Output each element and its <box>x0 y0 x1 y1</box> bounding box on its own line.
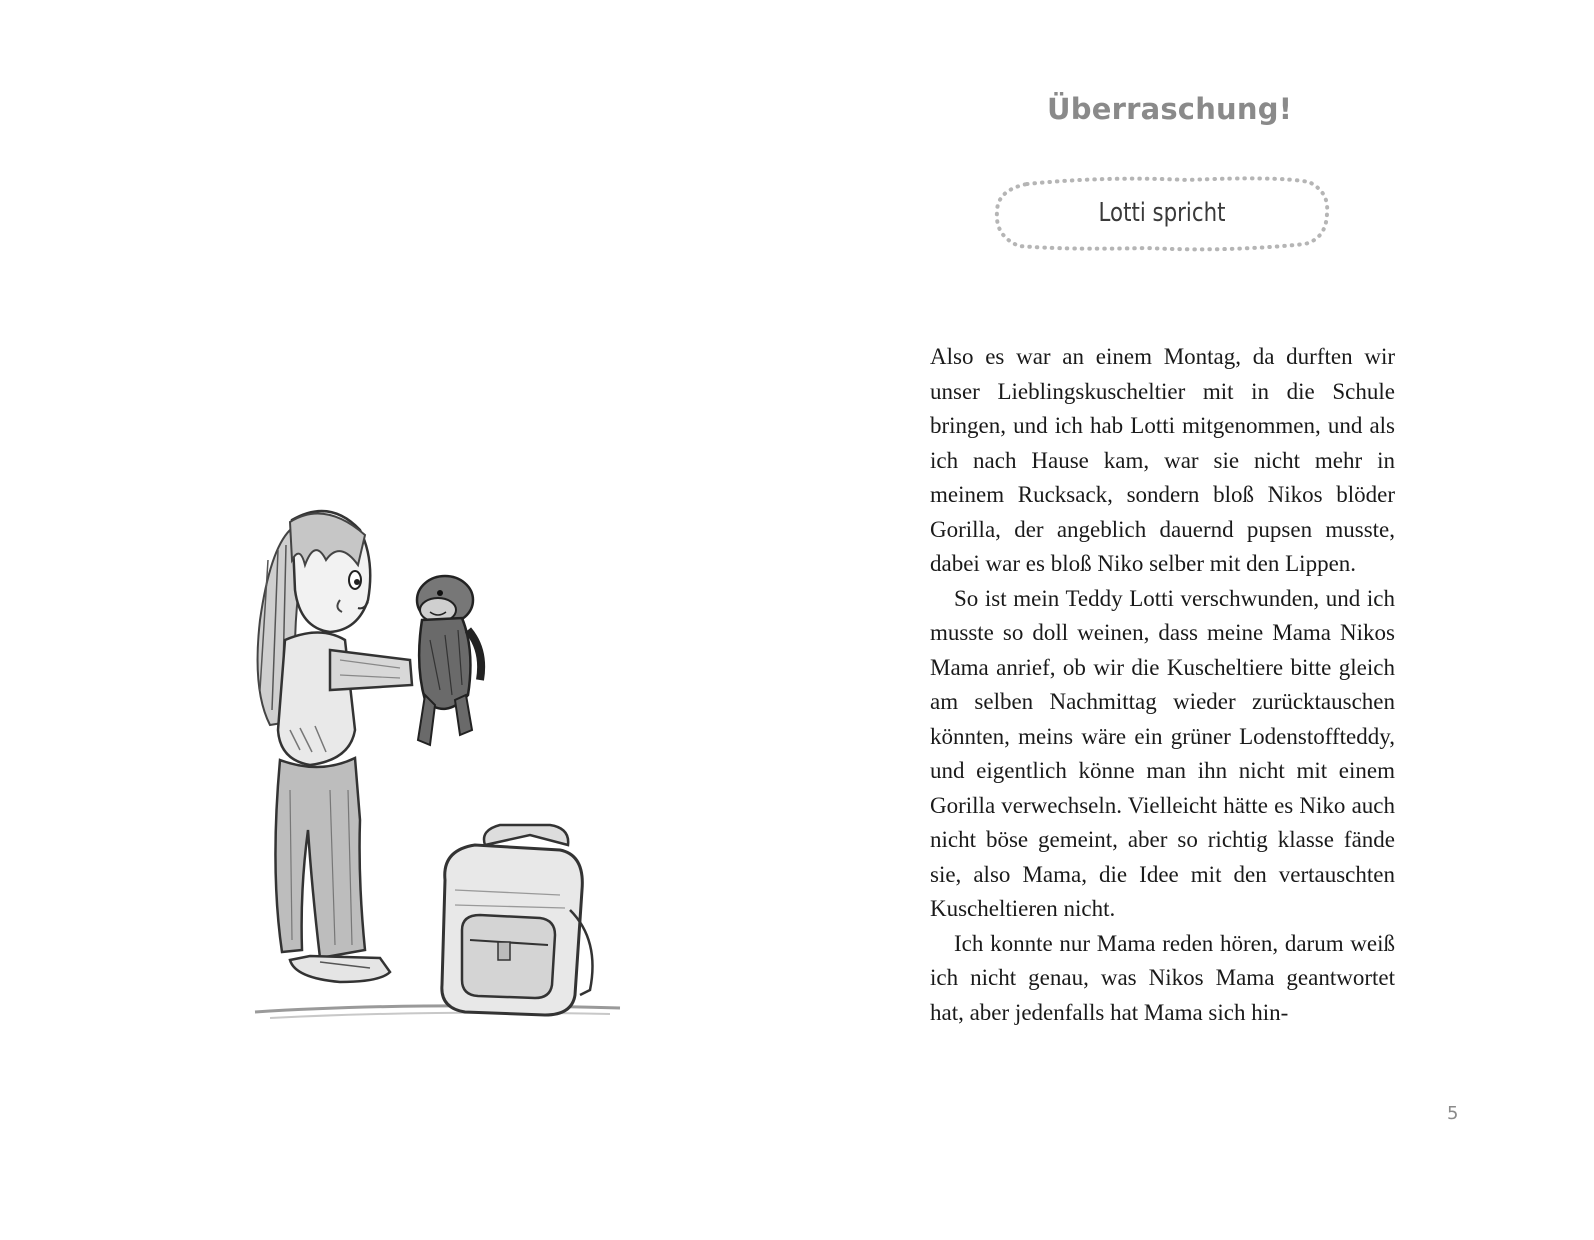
page-number: 5 <box>1447 1103 1459 1124</box>
speaker-badge <box>987 170 1337 256</box>
right-page <box>797 0 1594 1240</box>
paragraph: So ist mein Teddy Lotti verschwunden, und ich musste so doll weinen, dass meine Mama Nikos Mama anrief, ob wir die Kuscheltiere bitte gleich am selben Nachmittag wieder zurücktauschen könnten, meins wäre ein grüner Lodenstoffteddy, und eigentlich könne man ihn nicht mit einem Gorilla verwechseln. Vielleicht hätte es Niko auch nicht böse gemeint, aber so richtig klasse fände sie, also Mama, die Idee mit den vertauschten Kuscheltieren nicht. <box>930 585 1395 921</box>
chapter-title: Überraschung! <box>1047 92 1293 126</box>
paragraph: Also es war an einem Montag, da durften wir unser Lieblingskuscheltier mit in die Schule bringen, und ich hab Lotti mitgenommen, und als ich nach Hause kam, war sie nicht mehr in meinem Rucksack, sondern bloß Nikos blöder Gorilla, der angeblich dauernd pupsen musste, dabei war es bloß Niko selber mit den Lippen. <box>930 344 1395 576</box>
girl-with-gorilla-illustration <box>230 490 650 1050</box>
speaker-label: Lotti spricht <box>1098 198 1226 228</box>
paragraph: Ich konnte nur Mama reden hören, darum weiß ich nicht genau, was Nikos Mama geantwortet hat, aber jedenfalls hat Mama sich hin- <box>930 930 1395 1025</box>
body-text <box>930 340 1395 1030</box>
